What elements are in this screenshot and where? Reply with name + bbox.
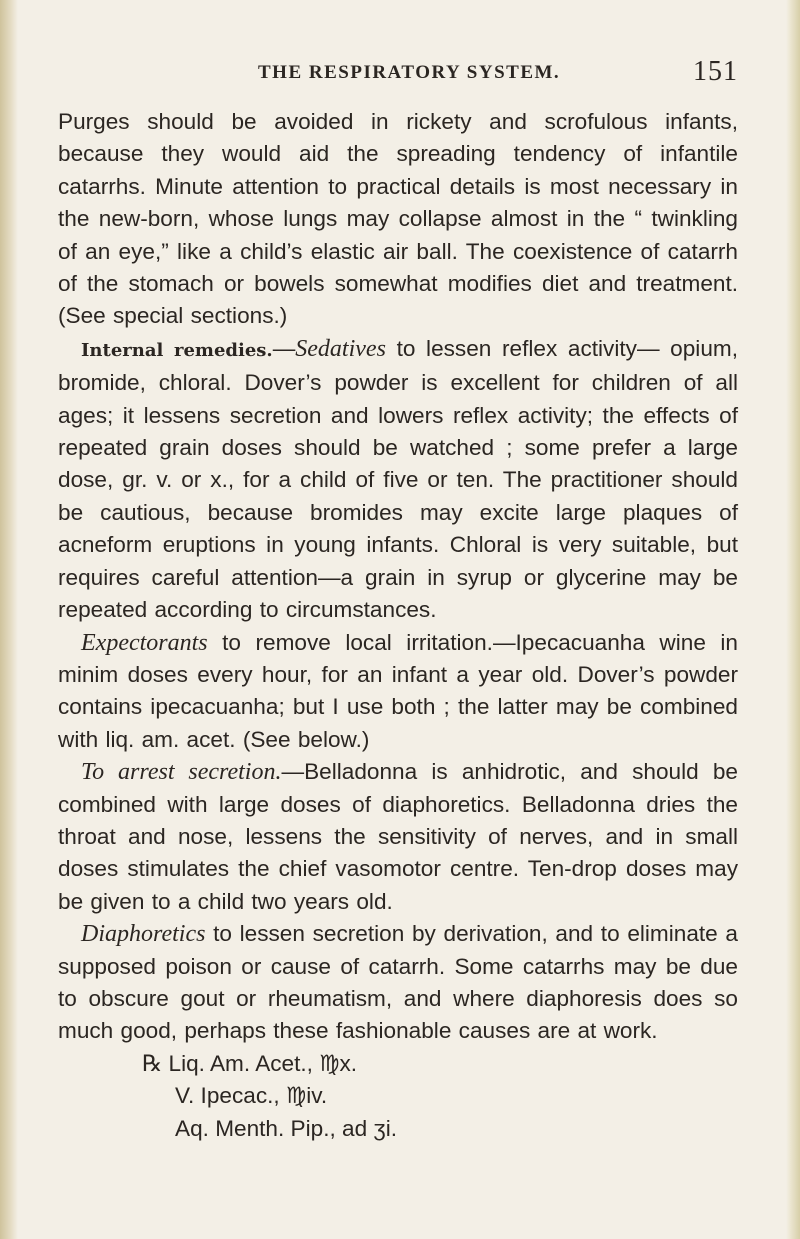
page-header xyxy=(58,56,738,96)
prescription-line: V. Ipecac., ♍iv. xyxy=(175,1083,328,1109)
term-expectorants: Expectorants xyxy=(81,629,208,656)
page-number: 151 xyxy=(693,56,738,87)
term-diaphoretics: Diaphoretics xyxy=(81,921,206,948)
prescription xyxy=(58,1048,738,1145)
paragraph-purges xyxy=(58,106,738,333)
paragraph-arrest-secretion xyxy=(58,756,738,918)
paragraph-diaphoretics-text: to lessen secretion by derivation, and to eliminate a supposed poison or cause of catarrh. Some catarrhs may be due to obscure gout or rheumatism, and where diaphoresis does so much good, perhaps these fashionable causes are at work. xyxy=(58,921,738,1044)
paragraph-expectorants xyxy=(58,627,738,757)
paragraph-diaphoretics xyxy=(58,918,738,1048)
book-page xyxy=(58,0,738,1145)
paragraph-purges-text: Purges should be avoided in rickety and scrofulous infants, because they would aid the spreading tendency of infantile catarrhs. Minute attention to practical details is most necessary in the new-born, whose lungs may collapse almost in the “ twinkling of an eye,” like a child’s elastic air ball. The coexistence of catarrh of the stomach or bowels somewhat modifies diet and treatment. (See special sections.) xyxy=(58,109,738,329)
heading-dash: — xyxy=(272,335,296,361)
paragraph-sedatives-text: to lessen reflex activity— opium, bromide, chloral. Dover’s powder is excellent for children of all ages; it lessens secretion and lowers reflex activity; the effects of repeated grain doses should be watched ; some prefer a large dose, gr. v. or x., for a child of five or ten. The practitioner should be cautious, because bromides may excite large plaques of acneform eruptions in young infants. Chloral is very suitable, but requires careful attention—a grain in syrup or glycerine may be repeated according to circumstances. xyxy=(58,335,738,623)
body-text xyxy=(58,106,738,1048)
prescription-line: Aq. Menth. Pip., ad ʒi. xyxy=(175,1115,398,1141)
page-edge-left xyxy=(0,0,18,1239)
paragraph-expectorants-text: to remove local irritation.—Ipecacuanha wine in minim doses every hour, for an infant a year old. Dover’s powder contains ipecacuanha; but I use both ; the latter may be combined with liq. am. acet. (See below.) xyxy=(58,629,738,752)
prescription-line: ℞ Liq. Am. Acet., ♍x. xyxy=(142,1050,358,1076)
running-title: THE RESPIRATORY SYSTEM. xyxy=(258,62,561,83)
paragraph-sedatives xyxy=(58,333,738,627)
term-to-arrest-secretion: To arrest secretion. xyxy=(81,759,282,786)
paragraph-arrest-secretion-text: —Belladonna is anhidrotic, and should be combined with large doses of diaphoretics. Belladonna dries the throat and nose, lessens the sensitivity of nerves, and in small doses stimulates the chief vasomotor centre. Ten-drop doses may be given to a child two years old. xyxy=(58,759,738,914)
page-edge-right xyxy=(786,0,800,1239)
section-heading-internal-remedies: Internal remedies. xyxy=(81,339,273,361)
term-sedatives: Sedatives xyxy=(295,335,386,362)
